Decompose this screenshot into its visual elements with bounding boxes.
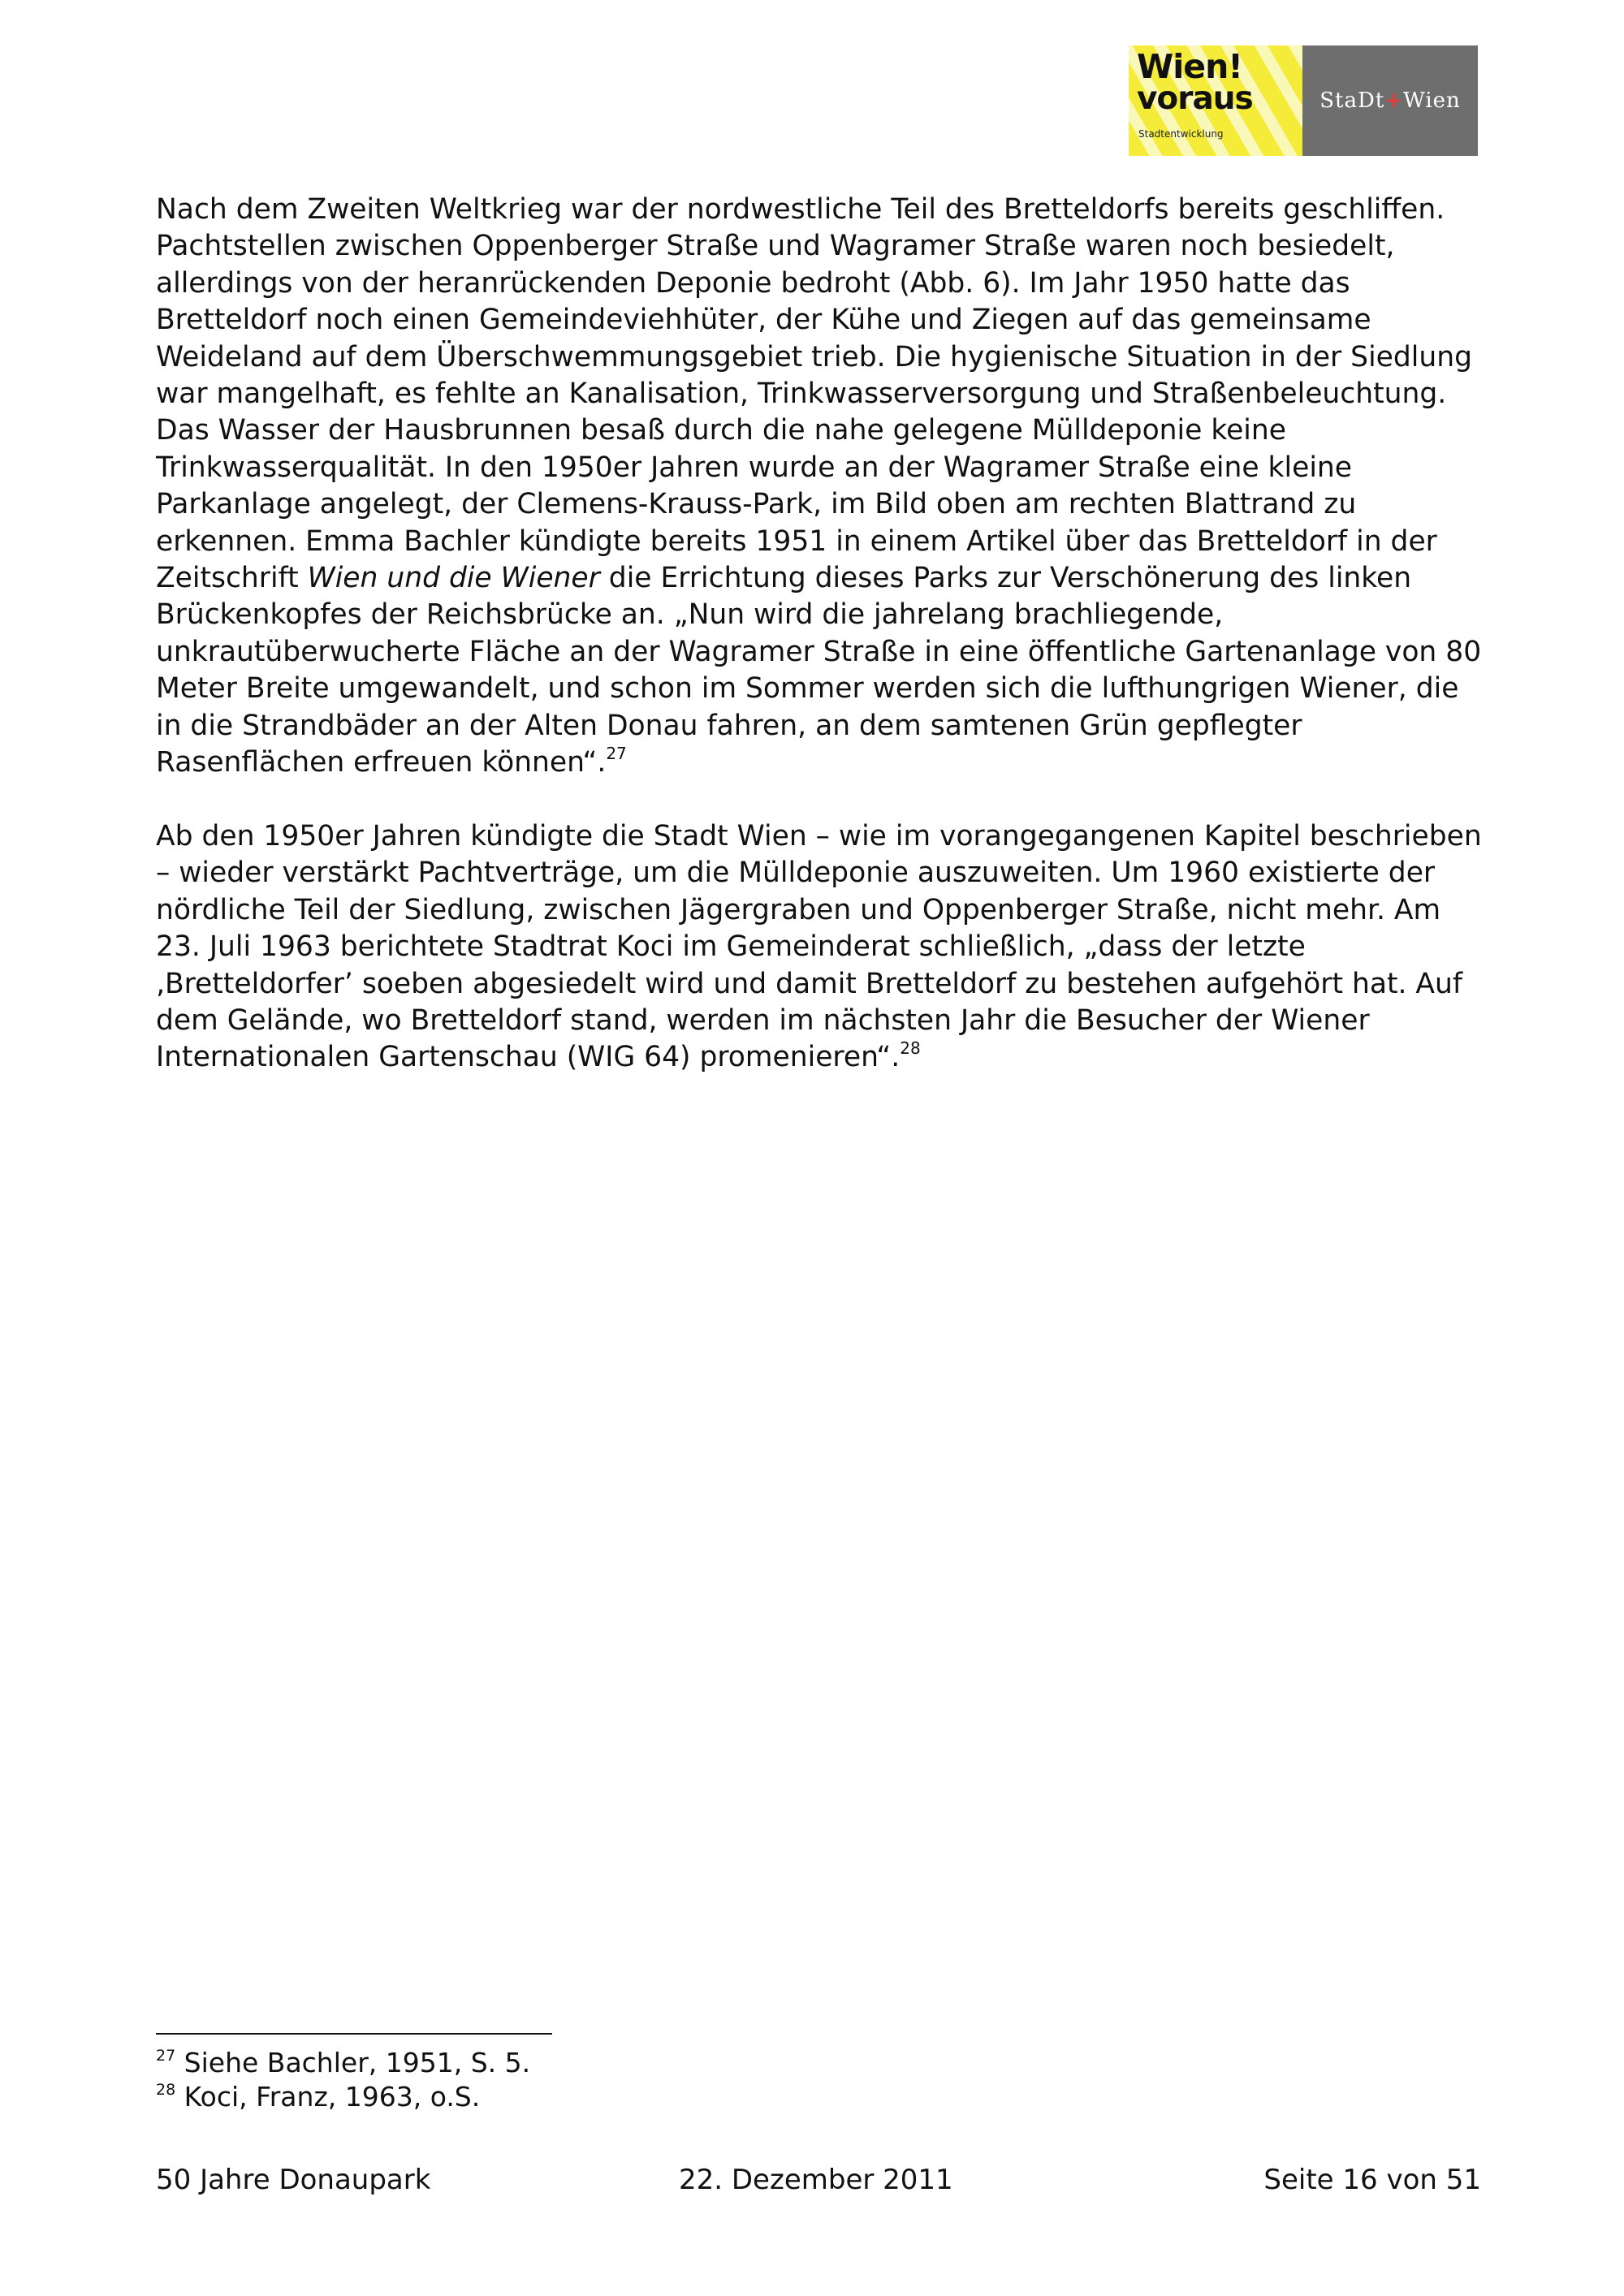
logo-voraus-text: voraus	[1137, 80, 1253, 117]
footnote-text: Siehe Bachler, 1951, S. 5.	[175, 2047, 531, 2078]
footer-date: 22. Dezember 2011	[679, 2164, 953, 2196]
paragraph-2	[156, 818, 1488, 1077]
paragraph-1-italic: Wien und die Wiener	[307, 562, 600, 595]
stadt-wien-wordmark	[1320, 88, 1461, 113]
header-logo	[1129, 45, 1478, 156]
footnotes	[156, 2046, 530, 2114]
logo-wien-text: Wien!	[1137, 47, 1242, 86]
paragraph-2-text: Ab den 1950er Jahren kündigte die Stadt Wien – wie im vorangegangenen Kapitel beschrieben – wieder verstärkt Pachtverträge, um die Mülldeponie auszuweiten. Um 1960 existierte der nördliche Teil der Siedlung, zwischen Jägergraben und Oppenberger Straße, nicht mehr. Am 23. Juli 1963 berichtete Stadtrat Koci im Gemeinderat schließlich, „dass der letzte ‚Bretteldorfer’ soeben abgesiedelt wird und damit Bretteldorf zu bestehen aufgehört hat. Auf dem Gelände, wo Bretteldorf stand, werden im nächsten Jahr die Besucher der Wiener Internationalen Gartenschau (WIG 64) promenieren“.	[156, 819, 1482, 1074]
logo-cross-icon: +	[1384, 88, 1404, 113]
footnote-27	[156, 2046, 530, 2080]
footnote-ref-27[interactable]: 27	[606, 744, 627, 764]
page-footer	[156, 2160, 1481, 2200]
paragraph-1-text-a: Nach dem Zweiten Weltkrieg war der nordwestliche Teil des Bretteldorfs bereits geschliffen. Pachtstellen zwischen Oppenberger Straße und Wagramer Straße waren noch besiedelt, allerdings von der heranrückenden Deponie bedroht (Abb. 6). Im Jahr 1950 hatte das Bretteldorf noch einen Gemeindeviehhüter, der Kühe und Ziegen auf das gemeinsame Weideland auf dem Überschwemmungsgebiet trieb. Die hygienische Situation in der Siedlung war mangelhaft, es fehlte an Kanalisation, Trinkwasserversorgung und Straßenbeleuchtung. Das Wasser der Hausbrunnen besaß durch die nahe gelegene Mülldeponie keine Trinkwasserqualität. In den 1950er Jahren wurde an der Wagramer Straße eine kleine Parkanlage angelegt, der Clemens-Krauss-Park, im Bild oben am rechten Blattrand zu erkennen. Emma Bachler kündigte bereits 1951 in einem Artikel über das Bretteldorf in der Zeitschrift	[156, 193, 1472, 595]
footnote-text: Koci, Franz, 1963, o.S.	[175, 2081, 481, 2113]
footer-title: 50 Jahre Donaupark	[156, 2164, 431, 2196]
footnote-ref-28[interactable]: 28	[900, 1038, 921, 1059]
footnote-28	[156, 2080, 530, 2114]
paragraph-1-text-b: die Errichtung dieses Parks zur Verschönerung des linken Brückenkopfes der Reichsbrücke an. „Nun wird die jahrelang brachliegende, unkrautüberwucherte Fläche an der Wagramer Straße in eine öffentliche Gartenanlage von 80 Meter Breite umgewandelt, und schon im Sommer werden sich die lufthungrigen Wiener, die in die Strandbäder an der Alten Donau fahren, an dem samtenen Grün gepflegter Rasenflächen erfreuen können“.	[156, 562, 1482, 779]
paragraph-1	[156, 192, 1488, 782]
main-text	[156, 192, 1488, 1077]
footnote-num: 28	[156, 2081, 176, 2099]
logo-subtitle: Stadtentwicklung	[1138, 128, 1224, 140]
logo-stadt-a: StaDt	[1320, 88, 1385, 113]
wien-voraus-logo	[1129, 45, 1302, 156]
footnote-divider	[156, 2033, 552, 2035]
footer-page-number: Seite 16 von 51	[1263, 2164, 1481, 2196]
logo-stadt-b: Wien	[1403, 88, 1461, 113]
stadt-wien-logo	[1302, 45, 1478, 156]
footnote-num: 27	[156, 2047, 176, 2065]
